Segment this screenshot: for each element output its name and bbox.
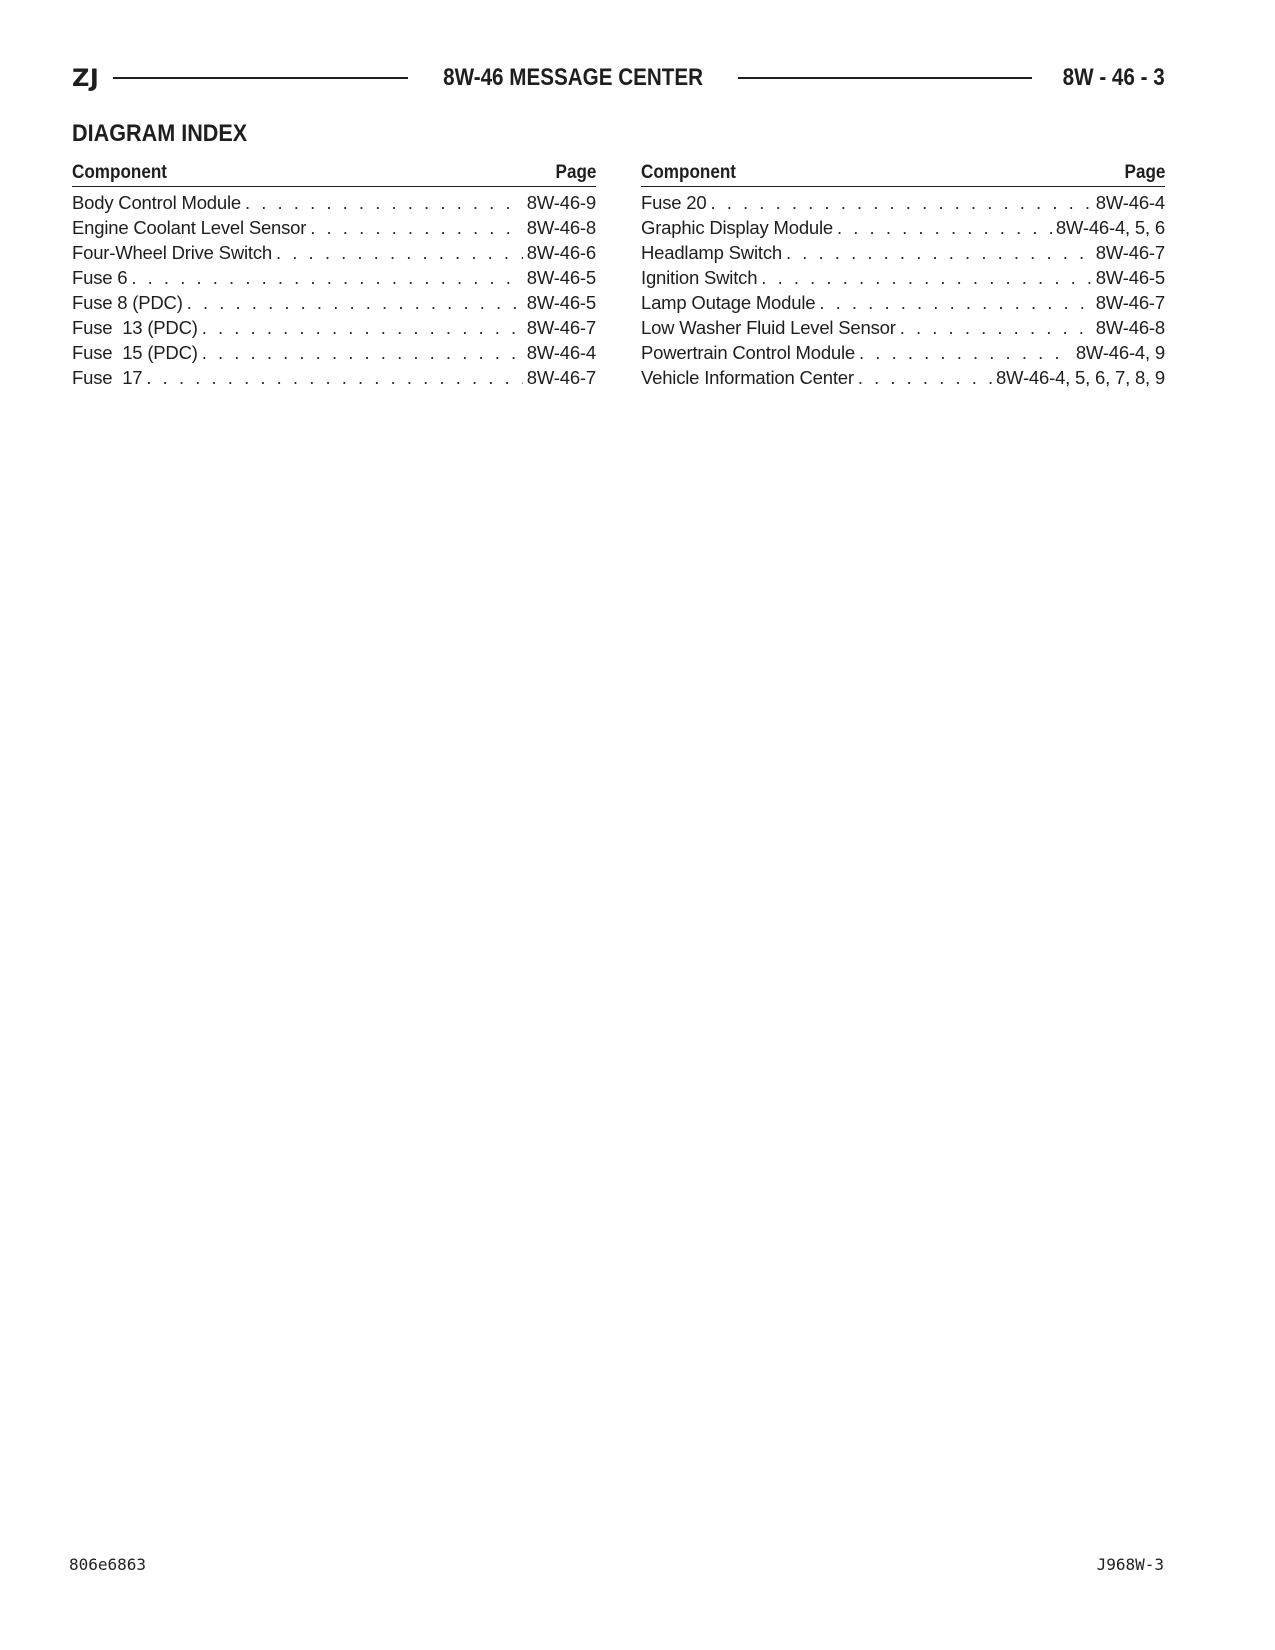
- component-name: Fuse 20: [641, 192, 707, 213]
- index-entry: [641, 242, 1165, 267]
- dot-leader: [202, 342, 523, 364]
- page-heading: Page: [555, 162, 596, 183]
- index-rows: [641, 192, 1165, 392]
- index-entry: [641, 342, 1165, 367]
- dot-leader: [276, 242, 523, 264]
- page-reference: 8W-46-5: [1095, 267, 1165, 288]
- dot-leader: [859, 342, 1072, 364]
- index-entry: [72, 367, 596, 392]
- dot-leader: [710, 192, 1091, 214]
- dot-leader: [131, 267, 522, 289]
- column-header: [641, 158, 1165, 187]
- index-rows: [72, 192, 596, 392]
- component-name: Graphic Display Module: [641, 217, 833, 238]
- index-entry: [72, 267, 596, 292]
- component-name: Low Washer Fluid Level Sensor: [641, 317, 896, 338]
- column-header: [72, 158, 596, 187]
- page-reference: 8W-46-5: [526, 267, 596, 288]
- dot-leader: [202, 317, 523, 339]
- running-header: [72, 60, 1165, 96]
- dot-leader: [146, 367, 522, 389]
- page-heading: Page: [1124, 162, 1165, 183]
- index-entry: [641, 217, 1165, 242]
- index-entry: [72, 292, 596, 317]
- page-reference: 8W-46-4: [526, 342, 596, 363]
- index-entry: [641, 192, 1165, 217]
- page-reference: 8W-46-7: [1095, 292, 1165, 313]
- page-reference: 8W-46-5: [526, 292, 596, 313]
- dot-leader: [761, 267, 1091, 289]
- footer-image-code: 806e6863: [69, 1555, 147, 1574]
- component-name: Vehicle Information Center: [641, 367, 854, 388]
- index-entry: [641, 367, 1165, 392]
- index-entry: [641, 292, 1165, 317]
- header-rule-right: [738, 77, 1032, 79]
- component-name: Four-Wheel Drive Switch: [72, 242, 272, 263]
- component-name: Lamp Outage Module: [641, 292, 816, 313]
- dot-leader: [858, 367, 992, 389]
- page-reference: 8W-46-4, 5, 6, 7, 8, 9: [995, 367, 1165, 388]
- header-section-title: 8W-46 MESSAGE CENTER: [442, 64, 703, 91]
- index-entry: [641, 317, 1165, 342]
- component-name: Ignition Switch: [641, 267, 758, 288]
- page-reference: 8W-46-6: [526, 242, 596, 263]
- dot-leader: [187, 292, 523, 314]
- component-name: Fuse 8 (PDC): [72, 292, 183, 313]
- page-reference: 8W-46-7: [526, 367, 596, 388]
- dot-leader: [245, 192, 523, 214]
- page-reference: 8W-46-8: [526, 217, 596, 238]
- page-reference: 8W-46-7: [526, 317, 596, 338]
- dot-leader: [900, 317, 1092, 339]
- header-model-code: ZJ: [72, 64, 100, 92]
- index-column-right: [641, 158, 1165, 392]
- index-entry: [72, 317, 596, 342]
- dot-leader: [310, 217, 523, 239]
- index-entry: [72, 342, 596, 367]
- component-heading: Component: [72, 162, 167, 183]
- page-reference: 8W-46-8: [1095, 317, 1165, 338]
- footer-page-code: J968W-3: [1096, 1555, 1164, 1574]
- header-page-number: 8W - 46 - 3: [1062, 64, 1166, 91]
- page-reference: 8W-46-7: [1095, 242, 1165, 263]
- page-reference: 8W-46-9: [526, 192, 596, 213]
- component-name: Powertrain Control Module: [641, 342, 856, 363]
- dot-leader: [819, 292, 1091, 314]
- component-name: Fuse 15 (PDC): [72, 342, 198, 363]
- index-entry: [641, 267, 1165, 292]
- index-column-left: [72, 158, 596, 392]
- dot-leader: [786, 242, 1092, 264]
- component-name: Engine Coolant Level Sensor: [72, 217, 307, 238]
- index-entry: [72, 192, 596, 217]
- page-reference: 8W-46-4, 9: [1075, 342, 1165, 363]
- component-name: Body Control Module: [72, 192, 241, 213]
- component-name: Fuse 13 (PDC): [72, 317, 198, 338]
- dot-leader: [837, 217, 1052, 239]
- index-entry: [72, 217, 596, 242]
- component-name: Fuse 17: [72, 367, 143, 388]
- header-rule-left: [113, 77, 407, 79]
- page-reference: 8W-46-4: [1095, 192, 1165, 213]
- component-name: Headlamp Switch: [641, 242, 782, 263]
- page-reference: 8W-46-4, 5, 6: [1055, 217, 1165, 238]
- index-entry: [72, 242, 596, 267]
- component-name: Fuse 6: [72, 267, 128, 288]
- diagram-index-title: DIAGRAM INDEX: [72, 120, 248, 147]
- component-heading: Component: [641, 162, 736, 183]
